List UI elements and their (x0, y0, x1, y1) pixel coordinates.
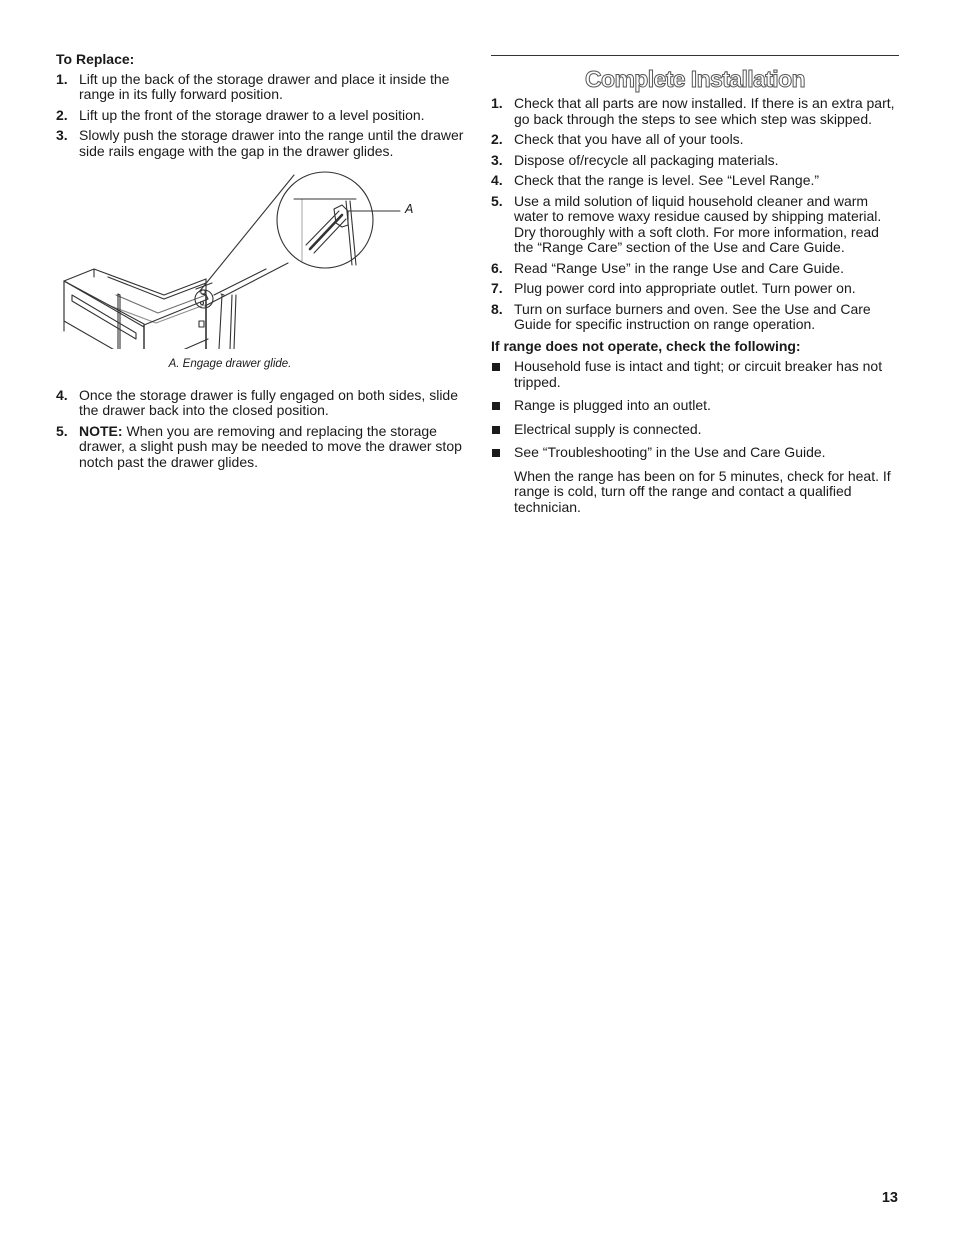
replace-step-3 (56, 128, 464, 159)
note-label: NOTE: (79, 422, 123, 439)
step-text: Check that all parts are now installed. If there is an extra part, go back through the steps to see which step was skipped. (514, 95, 895, 127)
callout-label-a: A (405, 202, 414, 216)
step-text: Check that you have all of your tools. (514, 131, 744, 147)
square-bullet-icon (492, 449, 500, 457)
section-title: Complete Installation (585, 66, 805, 92)
step-text: Check that the range is level. See “Level Range.” (514, 172, 820, 188)
troubleshoot-heading: If range does not operate, check the following: (491, 337, 801, 354)
step-text: Slowly push the storage drawer into the range until the drawer side rails engage with the gap in the drawer glides. (79, 127, 464, 159)
step-text: When you are removing and replacing the storage drawer, a slight push may be needed to move the drawer stop notch past the drawer glides. (79, 422, 462, 470)
installation-steps-list (491, 96, 899, 333)
install-step-6 (491, 261, 899, 277)
step-text: Turn on surface burners and oven. See the Use and Care Guide for specific instruction on range operation. (514, 300, 871, 332)
step-number: 4. (491, 172, 503, 188)
check-text: See “Troubleshooting” in the Use and Care Guide. (514, 444, 826, 460)
install-step-3 (491, 153, 899, 169)
step-number: 1. (56, 70, 68, 87)
step-number: 6. (491, 259, 503, 276)
check-item (491, 398, 899, 414)
step-number: 7. (491, 280, 503, 296)
step-number: 4. (56, 386, 68, 403)
step-number: 8. (491, 300, 503, 317)
replace-step-4 (56, 388, 464, 419)
right-column (491, 52, 899, 515)
closing-paragraph: When the range has been on for 5 minutes, check for heat. If range is cold, turn off the range and contact a qualified technician. (514, 467, 891, 515)
step-text: Plug power cord into appropriate outlet. Turn power on. (514, 280, 856, 296)
square-bullet-icon (492, 363, 500, 371)
step-text: Lift up the front of the storage drawer to a level position. (79, 106, 425, 123)
replace-steps-list-b (56, 388, 464, 471)
check-item (491, 359, 899, 390)
to-replace-heading: To Replace: (56, 51, 135, 67)
check-text: Household fuse is intact and tight; or circuit breaker has not tripped. (514, 358, 883, 390)
troubleshoot-list (491, 359, 899, 461)
replace-steps-list-a (56, 72, 464, 160)
square-bullet-icon (492, 402, 500, 410)
step-number: 2. (56, 106, 68, 123)
step-number: 5. (56, 422, 68, 439)
step-text: Read “Range Use” in the range Use and Care Guide. (514, 259, 844, 276)
check-text: Range is plugged into an outlet. (514, 397, 711, 413)
replace-step-5 (56, 424, 464, 471)
square-bullet-icon (492, 426, 500, 434)
install-step-7 (491, 281, 899, 297)
drawer-glide-illustration (56, 171, 464, 349)
left-column (56, 52, 464, 475)
install-step-1 (491, 96, 899, 127)
drawer-line-drawing (56, 171, 464, 349)
replace-step-2 (56, 108, 464, 124)
figure-caption: A. Engage drawer glide. (168, 358, 292, 370)
step-text: Once the storage drawer is fully engaged on both sides, slide the drawer back into the closed position. (79, 386, 459, 418)
step-number: 1. (491, 95, 503, 111)
check-text: Electrical supply is connected. (514, 420, 702, 437)
install-step-8 (491, 302, 899, 333)
replace-step-1 (56, 72, 464, 103)
step-number: 5. (491, 192, 503, 209)
install-step-4 (491, 173, 899, 189)
check-item (491, 422, 899, 438)
step-number: 3. (491, 151, 503, 168)
step-number: 2. (491, 131, 503, 147)
step-text: Use a mild solution of liquid household cleaner and warm water to remove waxy residue caused by shipping material. Dry thoroughly with a soft cloth. For more information, read the “Range Care” section of the Use and Care Guide. (514, 192, 882, 255)
step-number: 3. (56, 127, 68, 143)
section-divider (491, 55, 899, 56)
install-step-5 (491, 194, 899, 256)
step-text: Dispose of/recycle all packaging materials. (514, 151, 779, 168)
install-step-2 (491, 132, 899, 148)
page-number: 13 (881, 1190, 898, 1206)
step-text: Lift up the back of the storage drawer and place it inside the range in its fully forward position. (79, 70, 450, 102)
check-item (491, 445, 899, 461)
